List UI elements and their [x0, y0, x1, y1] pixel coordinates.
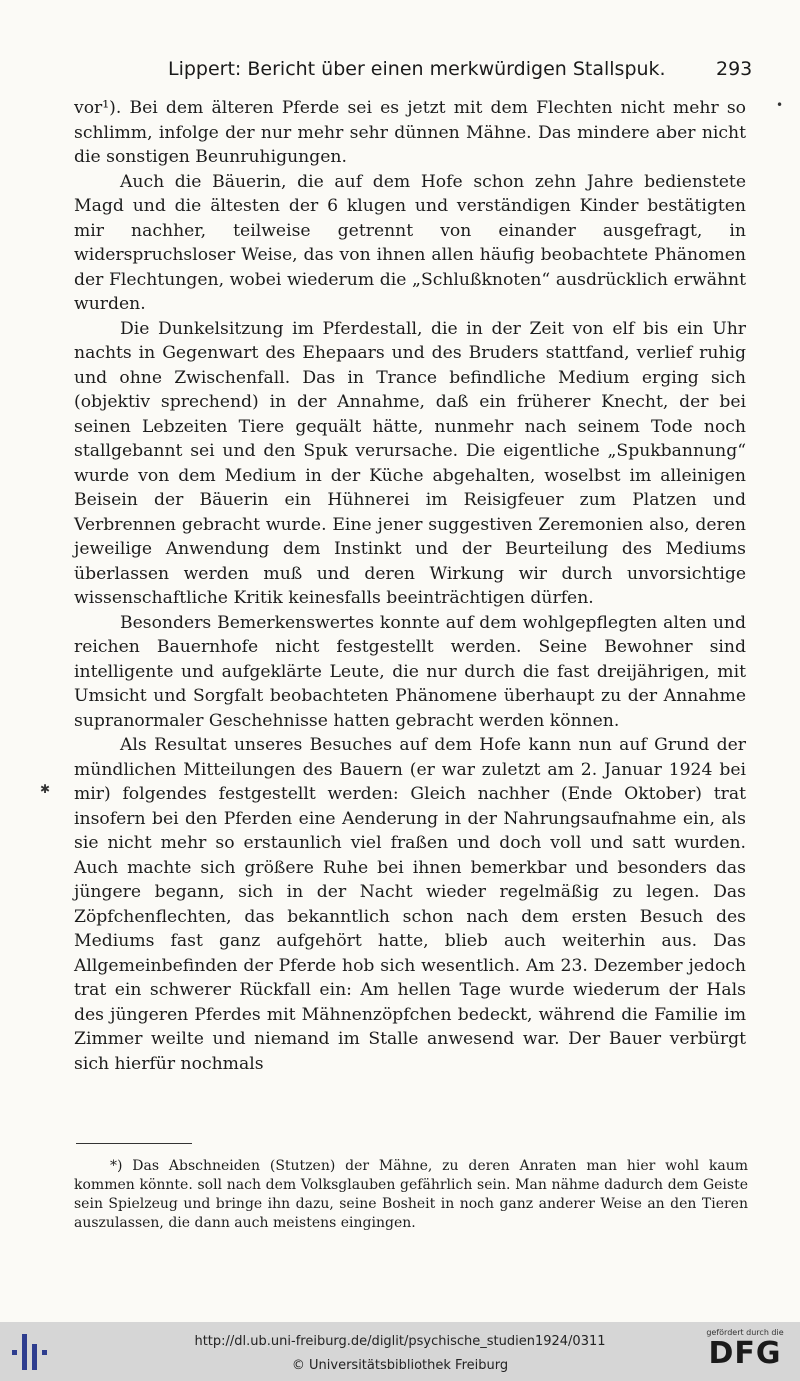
paragraph-5: Als Resultat unseres Besuches auf dem Hofe kann nun auf Grund der mündlichen Mitteilungen des Bauern (er war zuletzt am 2. Januar 1924 bei mir) folgendes festgestellt werden: Gleich nachher (Ende Oktober) trat insofern bei den Pferden eine Aenderung in der Nahrungsaufnahme ein, als sie nicht mehr so erstaunlich viel fraßen und doch voll und satt wurden. Auch machte sich größere Ruhe bei ihnen bemerkbar und besonders das jüngere begann, sich in der Nacht wieder regelmäßig zu legen. Das Zöpfchenflechten, das bekanntlich schon nach dem ersten Besuch des Mediums fast ganz aufgehört hatte, blieb auch weiterhin aus. Das Allgemeinbefinden der Pferde hob sich wesentlich. Am 23. Dezember jedoch trat ein schwerer Rückfall ein: Am hellen Tage wurde wiederum der Hals des jüngeren Pferdes mit Mähnenzöpfchen bedeckt, während die Familie im Zimmer weilte und niemand im Stalle anwesend war. Der Bauer verbürgt sich hierfür nochmals	[74, 735, 746, 1074]
body-text	[74, 96, 746, 1076]
running-title: Lippert: Bericht über einen merkwürdigen Stallspuk.	[168, 58, 666, 80]
copyright-notice: © Universitätsbibliothek Freiburg	[291, 1358, 509, 1373]
paragraph-4: Besonders Bemerkenswertes konnte auf dem wohlgepflegten alten und reichen Bauernhofe nicht festgestellt werden. Seine Bewohner sind intelligente und aufgeklärte Leute, die nur durch die fast dreijährigen, mit Umsicht und Sorgfalt beobachteten Phänomene überhaupt zu der Annahme supranormaler Geschehnisse hatten gebracht werden können.	[74, 612, 746, 731]
margin-dot: •	[776, 98, 784, 112]
paragraph-2: Auch die Bäuerin, die auf dem Hofe schon zehn Jahre bedienstete Magd und die ältesten der 6 klugen und verständigen Kinder bestätigten mir nachher, teilweise getrennt von einander ausgefragt, in widerspruchsloser Weise, das von ihnen allen häufig beobachtete Phänomen der Flechtungen, wobei wiederum die „Schlußknoten“ ausdrücklich erwähnt wurden.	[74, 171, 746, 314]
paragraph-3: Die Dunkelsitzung im Pferdestall, die in der Zeit von elf bis ein Uhr nachts in Gegenwart des Ehepaars und des Bruders stattfand, verlief ruhig und ohne Zwischenfall. Das in Trance befindliche Medium erging sich (objektiv sprechend) in der Annahme, daß ein früherer Knecht, der bei seinen Lebzeiten Tiere gequält hätte, nunmehr nach seinem Tode noch stallgebannt sei und den Spuk verursache. Die eigentliche „Spukbannung“ wurde von dem Medium in der Küche abgehalten, woselbst im alleinigen Beisein der Bäuerin ein Hühnerei im Reisigfeuer zum Platzen und Verbrennen gebracht wurde. Eine jener suggestiven Zeremonien also, deren jeweilige Anwendung dem Instinkt und der Beurteilung des Mediums überlassen werden muß und deren Wirkung wir durch unvorsichtige wissenschaftliche Kritik keinesfalls beeinträchtigen dürfen.	[74, 318, 746, 608]
page-number: 293	[716, 58, 753, 80]
footnote-rule	[76, 1143, 192, 1144]
dfg-logo	[700, 1328, 790, 1376]
dfg-wordmark: DFG	[708, 1336, 782, 1371]
paragraph-1: vor¹). Bei dem älteren Pferde sei es jetzt mit dem Flechten nicht mehr so schlimm, infolge der nur mehr sehr dünnen Mähne. Das mindere aber nicht die sonstigen Beunruhigungen.	[74, 98, 746, 167]
footnote: *) Das Abschneiden (Stutzen) der Mähne, zu deren Anraten man hier wohl kaum kommen könnte. soll nach dem Volksglauben gefährlich sein. Man nähme dadurch dem Geiste sein Spielzeug und bringe ihn dazu, seine Bosheit in noch ganz anderer Weise an den Tieren auszulassen, die dann auch meistens eingingen.	[74, 1158, 748, 1231]
running-header	[0, 58, 800, 86]
permalink[interactable]: http://dl.ub.uni-freiburg.de/diglit/psychische_studien1924/0311	[194, 1334, 606, 1349]
margin-asterisk: ✱	[40, 782, 51, 796]
sponsor-caption: gefördert durch die	[706, 1328, 784, 1337]
viewer-footer	[0, 1322, 800, 1381]
